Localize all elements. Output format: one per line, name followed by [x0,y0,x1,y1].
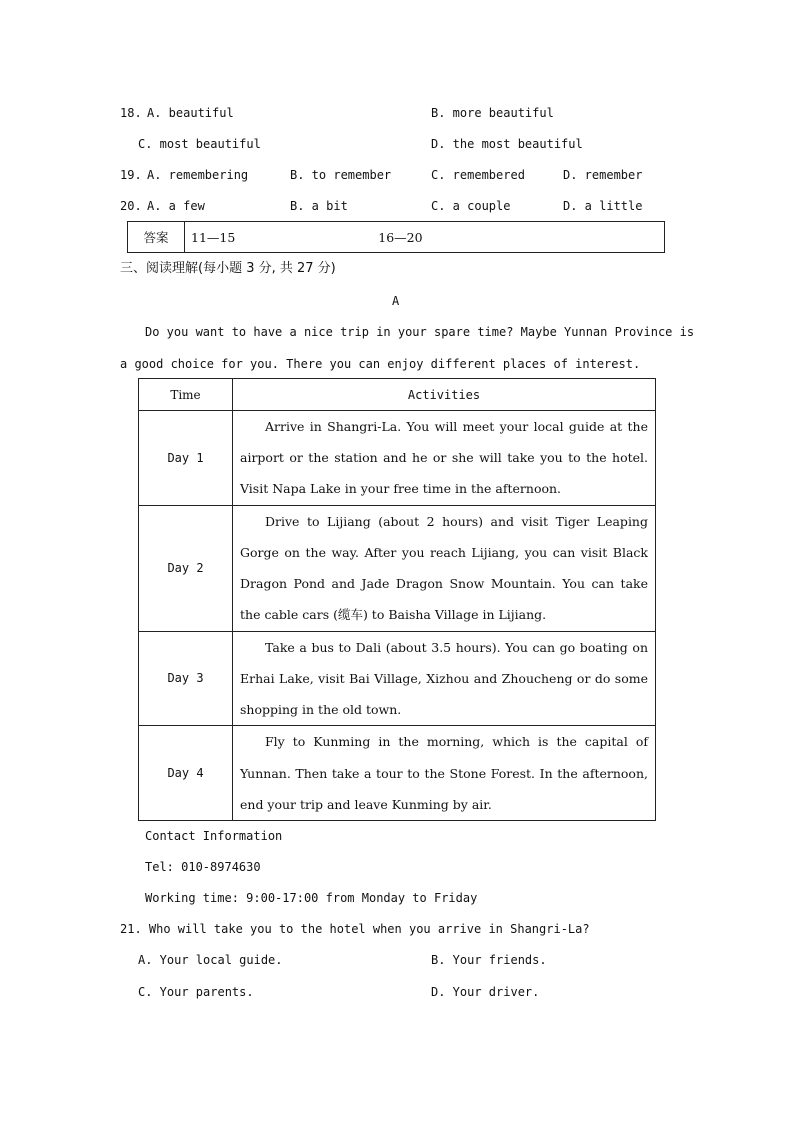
contact-title: Contact Information [145,829,283,843]
answer-range-11-15: 11—15 [191,229,236,245]
day-activities: Fly to Kunming in the morning, which is the capital of Yunnan. Then take a tour to the Stone Forest. In the afternoon, end your trip and leave Kunming by air. [233,726,656,821]
q18-number: 18. [120,106,142,120]
header-time: Time [139,379,233,411]
trip-itinerary-table [138,378,656,821]
table-row [139,726,656,821]
q18-option-b: B. more beautiful [431,106,554,120]
answer-cell[interactable] [185,222,665,253]
q21-option-b: B. Your friends. [431,953,547,967]
contact-tel: Tel: 010-8974630 [145,860,261,874]
q21-option-c: C. Your parents. [138,985,254,999]
section-title: 三、阅读理解(每小题 3 分, 共 27 分) [120,261,336,276]
q20-number: 20. [120,199,142,213]
q21-option-d: D. Your driver. [431,985,540,999]
q20-option-b: B. a bit [290,199,348,213]
q21-question: 21. Who will take you to the hotel when you arrive in Shangri-La? [120,922,590,936]
table-row [139,411,656,506]
q19-option-d: D. remember [563,168,643,182]
answer-table [127,221,665,253]
q18-option-a: A. beautiful [147,106,234,120]
day-activities: Drive to Lijiang (about 2 hours) and visit Tiger Leaping Gorge on the way. After you reach Lijiang, you can visit Black Dragon Pond and Jade Dragon Snow Mountain. You can take the cable cars (缆车) to Baisha Village in Lijiang. [233,505,656,631]
day-label: Day 4 [139,726,233,821]
passage-label: A [392,294,400,308]
day-label: Day 1 [139,411,233,506]
table-row [139,505,656,631]
day-activities: Arrive in Shangri-La. You will meet your local guide at the airport or the station and he or she will take you to the hotel. Visit Napa Lake in your free time in the afternoon. [233,411,656,506]
day-label: Day 3 [139,631,233,726]
day-activities: Take a bus to Dali (about 3.5 hours). You can go boating on Erhai Lake, visit Bai Village, Xizhou and Zhoucheng or do some shopping in the old town. [233,631,656,726]
q18-option-d: D. the most beautiful [431,137,583,151]
answer-range-16-20: 16—20 [378,229,423,245]
q20-option-d: D. a little [563,199,643,213]
table-row [139,631,656,726]
day-label: Day 2 [139,505,233,631]
intro-line-1: Do you want to have a nice trip in your spare time? Maybe Yunnan Province is [145,325,695,339]
q19-option-b: B. to remember [290,168,392,182]
contact-hours: Working time: 9:00-17:00 from Monday to Friday [145,891,478,905]
answer-label: 答案 [128,222,185,253]
q21-option-a: A. Your local guide. [138,953,283,967]
q19-option-a: A. remembering [147,168,249,182]
q19-number: 19. [120,168,142,182]
table-header-row [139,379,656,411]
q20-option-c: C. a couple [431,199,511,213]
q18-option-c: C. most beautiful [138,137,261,151]
q20-option-a: A. a few [147,199,205,213]
header-activities: Activities [233,379,656,411]
intro-line-2: a good choice for you. There you can enjoy different places of interest. [120,357,641,371]
q19-option-c: C. remembered [431,168,525,182]
